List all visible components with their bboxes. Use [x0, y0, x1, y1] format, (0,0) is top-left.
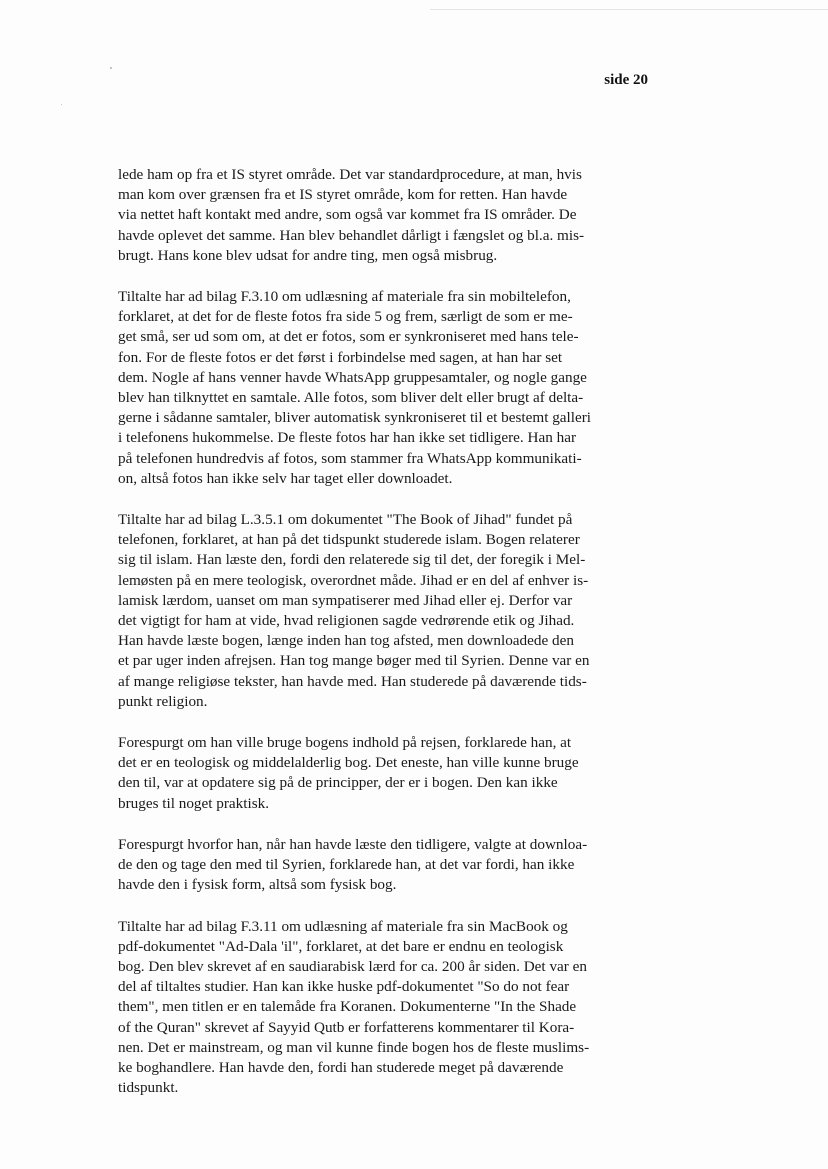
text-line: of the Quran" skrevet af Sayyid Qutb er forfatterens kommentarer til Kora-: [118, 1018, 575, 1036]
text-line: de den og tage den med til Syrien, forklarede han, at det var fordi, han ikke: [118, 856, 575, 874]
text-line: punkt religion.: [118, 692, 208, 710]
text-line: et par uger inden afrejsen. Han tog mange bøger med til Syrien. Denne var en: [118, 652, 590, 670]
text-line: Forespurgt hvorfor han, når han havde læste den tidligere, valgte at downloa-: [118, 835, 588, 853]
text-line: bruges til noget praktisk.: [118, 794, 270, 812]
text-line: af mange religiøse tekster, han havde med. Han studerede på daværende tids-: [118, 672, 587, 690]
paragraph-2: [118, 287, 606, 489]
text-line: Tiltalte har ad bilag L.3.5.1 om dokumentet "The Book of Jihad" fundet på: [118, 511, 573, 529]
scan-speck: [61, 104, 62, 105]
document-body: [118, 165, 606, 1119]
text-line: Tiltalte har ad bilag F.3.11 om udlæsning af materiale fra sin MacBook og: [118, 917, 568, 935]
text-line: man kom over grænsen fra et IS styret område, kom for retten. Han havde: [118, 186, 568, 204]
text-line: den til, var at opdatere sig på de principper, der er i bogen. Den kan ikke: [118, 774, 558, 792]
paragraph-1: [118, 165, 606, 266]
paragraph-6: [118, 917, 606, 1099]
text-line: gerne i sådanne samtaler, bliver automatisk synkroniseret til et bestemt galleri: [118, 409, 592, 427]
text-line: get små, ser ud som om, at det er fotos, som er synkroniseret med hans tele-: [118, 328, 579, 346]
text-line: on, altså fotos han ikke selv har taget eller downloadet.: [118, 469, 453, 487]
paragraph-3: [118, 510, 606, 712]
text-line: lamisk lærdom, uanset om man sympatiserer med Jihad eller ej. Derfor var: [118, 591, 573, 609]
scan-edge-line: [430, 9, 828, 10]
paragraph-4: [118, 733, 606, 814]
text-line: del af tiltaltes studier. Han kan ikke huske pdf-dokumentet "So do not fear: [118, 978, 570, 996]
text-line: i telefonens hukommelse. De fleste fotos har han ikke set tidligere. Han har: [118, 429, 577, 447]
text-line: havde oplevet det samme. Han blev behandlet dårligt i fængslet og bl.a. mis-: [118, 226, 585, 244]
paragraph-5: [118, 835, 606, 896]
text-line: Forespurgt om han ville bruge bogens indhold på rejsen, forklarede han, at: [118, 734, 572, 752]
text-line: blev han tilknyttet en samtale. Alle fotos, som bliver delt eller brugt af delta-: [118, 389, 584, 407]
text-line: tidspunkt.: [118, 1079, 179, 1097]
text-line: lede ham op fra et IS styret område. Det var standardprocedure, at man, hvis: [118, 166, 582, 183]
text-line: lemøsten på en mere teologisk, overordnet måde. Jihad er en del af enhver is-: [118, 571, 589, 589]
text-line: pdf-dokumentet "Ad-Dala 'il", forklaret, at det bare er endnu en teologisk: [118, 937, 564, 955]
text-line: telefonen, forklaret, at han på det tidspunkt studerede islam. Bogen relaterer: [118, 531, 580, 549]
text-line: det er en teologisk og middelalderlig bog. Det eneste, han ville kunne bruge: [118, 754, 579, 772]
text-line: Han havde læste bogen, længe inden han tog afsted, men downloadede den: [118, 632, 574, 650]
text-line: sig til islam. Han læste den, fordi den relaterede sig til det, der foregik i Mel-: [118, 551, 586, 569]
text-line: forklaret, at det for de fleste fotos fra side 5 og frem, særligt de som er me-: [118, 308, 573, 326]
text-line: ke boghandlere. Han havde den, fordi han studerede meget på daværende: [118, 1058, 564, 1076]
text-line: bog. Den blev skrevet af en saudiarabisk lærd for ca. 200 år siden. Det var en: [118, 957, 587, 975]
scan-speck: [110, 67, 112, 69]
text-line: them", men titlen er en talemåde fra Koranen. Dokumenterne "In the Shade: [118, 998, 577, 1016]
text-line: fon. For de fleste fotos er det først i forbindelse med sagen, at han har set: [118, 348, 563, 366]
text-line: Tiltalte har ad bilag F.3.10 om udlæsning af materiale fra sin mobiltelefon,: [118, 288, 571, 306]
text-line: det vigtigt for ham at vide, hvad religionen sagde vedrørende etik og Jihad.: [118, 612, 575, 630]
text-line: havde den i fysisk form, altså som fysisk bog.: [118, 876, 397, 894]
page-number: side 20: [604, 72, 648, 88]
text-line: dem. Nogle af hans venner havde WhatsApp gruppesamtaler, og nogle gange: [118, 368, 587, 386]
text-line: brugt. Hans kone blev udsat for andre ting, men også misbrug.: [118, 246, 498, 264]
text-line: på telefonen hundredvis af fotos, som stammer fra WhatsApp kommunikati-: [118, 449, 582, 467]
text-line: nen. Det er mainstream, og man vil kunne finde bogen hos de fleste muslims-: [118, 1038, 590, 1056]
text-line: via nettet haft kontakt med andre, som også var kommet fra IS områder. De: [118, 206, 577, 224]
